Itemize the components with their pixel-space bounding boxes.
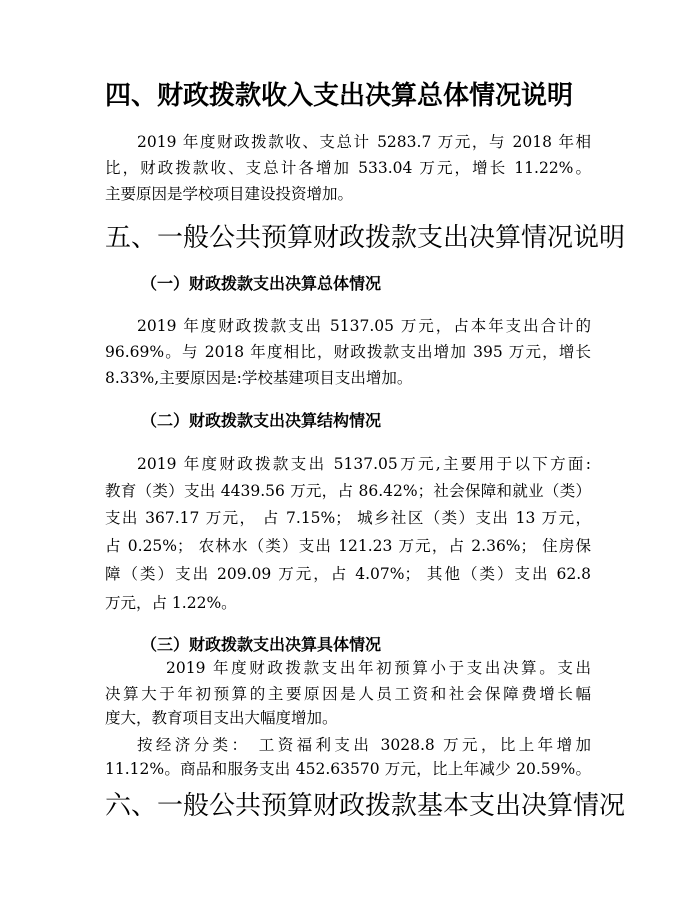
section-4-line-3: 主要原因是学校项目建设投资增加。: [105, 185, 354, 203]
subsection-2-line-2: 教育（类）支出 4439.56 万元，占 86.42%；社会保障和就业（类）: [105, 482, 591, 500]
subsection-2-line-3: 支出 367.17 万元， 占 7.15%； 城乡社区（类）支出 13 万元，: [105, 509, 591, 527]
section-4-line-1: 2019 年度财政拨款收、支总计 5283.7 万元，与 2018 年相: [137, 133, 591, 151]
subsection-3-heading: （三）财政拨款支出决算具体情况: [141, 635, 382, 654]
subsection-1-line-2: 96.69%。与 2018 年度相比，财政拨款支出增加 395 万元，增长: [105, 343, 591, 361]
section-5-heading: 五、一般公共预算财政拨款支出决算情况说明: [105, 223, 626, 253]
subsection-2-line-1: 2019 年度财政拨款支出 5137.05万元,主要用于以下方面:: [137, 455, 591, 473]
subsection-3-line-5: 11.12%。商品和服务支出 452.63570 万元，比上年减少 20.59%。: [105, 760, 591, 778]
section-6-heading: 六、一般公共预算财政拨款基本支出决算情况: [105, 791, 626, 821]
subsection-2-heading: （二）财政拨款支出决算结构情况: [141, 411, 382, 430]
subsection-3-line-2: 决算大于年初预算的主要原因是人员工资和社会保障费增长幅: [105, 685, 591, 703]
section-4-heading: 四、财政拨款收入支出决算总体情况说明: [105, 81, 574, 111]
subsection-1-line-3: 8.33%,主要原因是:学校基建项目支出增加。: [105, 369, 413, 387]
subsection-1-heading: （一）财政拨款支出决算总体情况: [141, 274, 382, 293]
subsection-3-line-3: 度大，教育项目支出大幅度增加。: [105, 709, 338, 727]
subsection-2-line-4: 占 0.25%； 农林水（类）支出 121.23 万元，占 2.36%； 住房保: [105, 537, 591, 555]
subsection-1-line-1: 2019 年度财政拨款支出 5137.05 万元，占本年支出合计的: [137, 317, 591, 335]
subsection-3-line-4: 按经济分类： 工资福利支出 3028.8 万元，比上年增加: [137, 736, 591, 754]
subsection-2-line-6: 万元，占 1.22%。: [105, 594, 237, 612]
subsection-3-line-1: 2019 年度财政拨款支出年初预算小于支出决算。支出: [166, 659, 591, 677]
subsection-2-line-5: 障（类）支出 209.09 万元，占 4.07%； 其他（类）支出 62.8: [105, 565, 591, 583]
section-4-line-2: 比，财政拨款收、支总计各增加 533.04 万元，增长 11.22%。: [105, 159, 591, 177]
